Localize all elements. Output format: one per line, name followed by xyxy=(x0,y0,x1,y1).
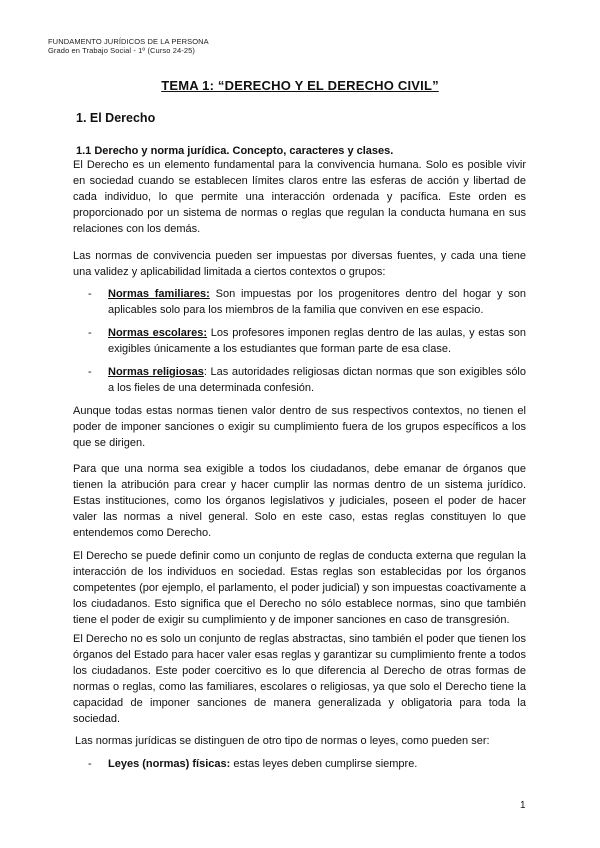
paragraph: Para que una norma sea exigible a todos los ciudadanos, debe emanar de órganos que tienen la atribución para crear y hacer cumplir las normas dentro de un sistema jurídico. Estas instituciones, como los órganos legislativos y judiciales, poseen el poder de hacer valer las normas a nivel general. Solo en este caso, estas reglas constituyen lo que entendemos como Derecho. xyxy=(73,463,526,539)
paragraph: Las normas jurídicas se distinguen de otro tipo de normas o leyes, como pueden ser: xyxy=(75,735,490,747)
paragraph: El Derecho no es solo un conjunto de reglas abstractas, sino también el poder que tienen los órganos del Estado para hacer valer esas reglas y garantizar su cumplimiento frente a todos los ciudadanos. Este poder coercitivo es lo que diferencia al Derecho de otras formas de normas o reglas, como las familiares, escolares o religiosas, ya que solo el Derecho tiene la capacidad de imponer sanciones de manera generalizada y obligatoria para toda la sociedad. xyxy=(73,633,526,725)
section-heading: 1. El Derecho xyxy=(76,111,156,125)
list-item-text: Los profesores imponen reglas dentro de las aulas, y estas son exigibles únicamente a los estudiantes que forman parte de esa clase. xyxy=(108,327,526,355)
list-item-label: Leyes (normas) físicas: xyxy=(108,758,231,770)
list-item-text: Son impuestas por los progenitores dentro del hogar y son aplicables solo para los miembros de la familia que conviven en ese espacio. xyxy=(108,288,526,316)
list-item xyxy=(88,364,526,396)
subsection-heading: 1.1 Derecho y norma jurídica. Concepto, caracteres y clases. xyxy=(76,145,394,157)
list-item-text: : Las autoridades religiosas dictan normas que son exigibles sólo a los fieles de una determinada confesión. xyxy=(108,366,526,394)
paragraph: Aunque todas estas normas tienen valor dentro de sus respectivos contextos, no tienen el poder de imponer sanciones o exigir su cumplimiento fuera de los grupos específicos a los que se dirigen. xyxy=(73,405,526,449)
course-header-line-1: FUNDAMENTO JURÍDICOS DE LA PERSONA xyxy=(48,37,209,46)
paragraph: El Derecho es un elemento fundamental para la convivencia humana. Solo es posible vivir en sociedad cuando se establecen límites claros entre las esferas de acción y libertad de cada individuo, lo que permite una interacción ordenada y pacífica. Este orden es proporcionado por un sistema de normas o reglas que regulan la conducta humana en sus relaciones con los demás. xyxy=(73,159,526,235)
list-item-label: Normas escolares: xyxy=(108,327,208,339)
list-item-label: Normas religiosas xyxy=(108,366,204,378)
list-dash: - xyxy=(88,327,92,339)
course-header-line-2: Grado en Trabajo Social - 1º (Curso 24-25) xyxy=(48,46,196,55)
list-item xyxy=(88,756,526,772)
page-number: 1 xyxy=(520,800,526,811)
list-dash: - xyxy=(88,758,92,770)
list-item xyxy=(88,286,526,318)
list-dash: - xyxy=(88,366,92,378)
list-item xyxy=(88,325,526,357)
document-title: TEMA 1: “DERECHO Y EL DERECHO CIVIL” xyxy=(161,78,439,93)
list-item-text: estas leyes deben cumplirse siempre. xyxy=(230,758,418,770)
paragraph: Las normas de convivencia pueden ser impuestas por diversas fuentes, y cada una tiene una validez y aplicabilidad limitada a ciertos contextos o grupos: xyxy=(73,250,526,278)
list-dash: - xyxy=(88,288,92,300)
paragraph: El Derecho se puede definir como un conjunto de reglas de conducta externa que regulan la interacción de los individuos en sociedad. Estas reglas son establecidas por los órganos competentes (por ejemplo, el parlamento, el poder judicial) y son impuestas coactivamente a los ciudadanos. Esto significa que el Derecho no sólo establece normas, sino que también tiene el poder de exigir su cumplimiento y de imponer sanciones en caso de transgresión. xyxy=(73,550,526,626)
list-item-label: Normas familiares: xyxy=(108,288,210,300)
